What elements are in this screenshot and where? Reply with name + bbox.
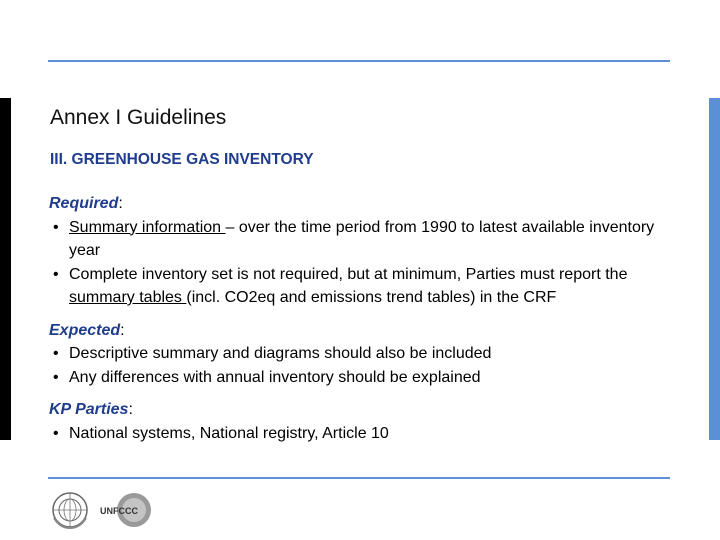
required-list xyxy=(49,216,689,310)
bullet-icon: • xyxy=(53,345,59,362)
slide-title: Annex I Guidelines xyxy=(50,106,227,129)
bullet-icon: • xyxy=(53,424,59,442)
list-item xyxy=(49,342,689,366)
slide-body xyxy=(49,192,689,445)
required-label: Required xyxy=(49,195,119,212)
expected-list xyxy=(49,342,689,389)
bullet-icon: • xyxy=(53,265,59,283)
left-edge-bar xyxy=(0,98,11,440)
required-colon: : xyxy=(118,195,123,212)
unfccc-logo-text: UNFCCC xyxy=(100,506,138,516)
bullet-text: – over the time period from 1990 to latest available inventory year xyxy=(69,218,655,259)
bullet-icon: • xyxy=(53,368,59,386)
unfccc-logo-icon xyxy=(98,490,152,530)
summary-tables-link[interactable]: summary tables xyxy=(69,289,187,306)
bullet-text: (incl. CO2eq and emissions trend tables) in the CRF xyxy=(186,289,557,306)
kp-parties-label: KP Parties xyxy=(49,401,129,418)
right-edge-bar xyxy=(709,98,720,440)
kp-parties-list xyxy=(49,422,689,446)
bullet-text: Any differences with annual inventory should be explained xyxy=(69,368,481,386)
kp-parties-heading xyxy=(49,398,689,422)
bullet-text: Descriptive summary and diagrams should also be included xyxy=(69,345,492,362)
expected-heading xyxy=(49,319,689,343)
expected-label: Expected xyxy=(49,321,121,339)
top-divider xyxy=(48,60,670,62)
list-item xyxy=(49,422,689,446)
bullet-text: Complete inventory set is not required, but at minimum, Parties must report the xyxy=(69,265,628,283)
bullet-text: National systems, National registry, Article 10 xyxy=(69,424,389,442)
bullet-icon: • xyxy=(53,218,59,236)
expected-colon: : xyxy=(120,321,125,339)
un-emblem-icon xyxy=(50,490,90,530)
kp-parties-colon: : xyxy=(128,401,133,418)
list-item xyxy=(49,366,689,390)
slide-subtitle: III. GREENHOUSE GAS INVENTORY xyxy=(50,151,314,168)
required-heading xyxy=(49,192,689,216)
bottom-divider xyxy=(48,477,670,479)
footer-logos xyxy=(50,490,152,530)
summary-information-link[interactable]: Summary information xyxy=(69,218,226,236)
list-item xyxy=(49,216,689,263)
list-item xyxy=(49,263,689,310)
